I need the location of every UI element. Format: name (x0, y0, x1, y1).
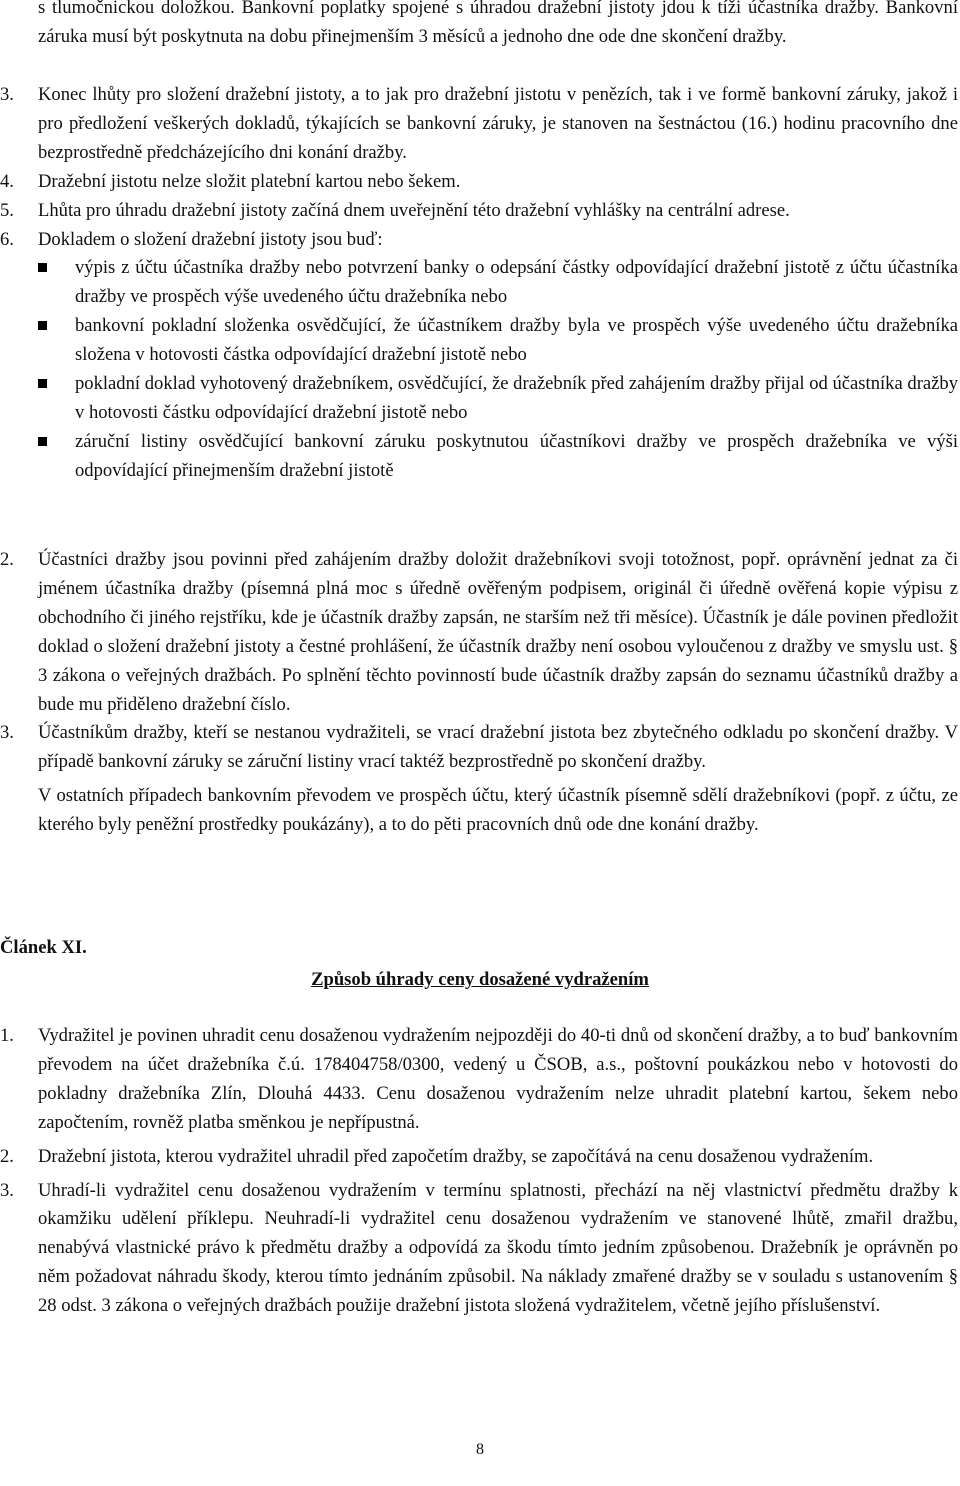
square-bullet-icon (38, 437, 47, 446)
article-heading: Článek XI. (0, 937, 87, 958)
item-text: V ostatních případech bankovním převodem ve prospěch účtu, který účastník písemně sdělí dražebníkovi (popř. z účtu, ze kterého byly peněžní prostředky poukázány), a to do pěti pracovních dnů ode dne konání dražby. (38, 785, 958, 836)
uhrada-list (0, 1022, 958, 1321)
list-item (0, 168, 958, 197)
list-item (0, 81, 958, 168)
item-number: 2. (0, 549, 14, 570)
bullet-list (0, 254, 958, 485)
list-item (0, 197, 958, 226)
page-number: 8 (476, 1441, 484, 1458)
list-item (0, 1177, 958, 1322)
ucastnici-list (0, 546, 958, 840)
item-text: Dokladem o složení dražební jistoty jsou buď: (38, 228, 383, 250)
item-text: Uhradí-li vydražitel cenu dosaženou vydražením v termínu splatnosti, přechází na něj vlastnictví předmětu dražby k okamžiku udělení příklepu. Neuhradí-li vydražitel cenu dosaženou vydražením ve stanovené lhůtě, zmařil dražbu, nenabývá vlastnické právo k předmětu dražby a odpovídá za škodu tímto jedním způsobenou. Dražebník je oprávněn po něm požadovat náhradu škody, kterou tímto jednáním způsobil. Na náklady zmařené dražby se v souladu s ustanovením § 28 odst. 3 zákona o veřejných dražbách použije dražební jistota složená vydražitelem, včetně jejího příslušenství. (38, 1179, 958, 1317)
item-number: 5. (0, 199, 14, 221)
square-bullet-icon (38, 321, 47, 330)
square-bullet-icon (38, 379, 47, 388)
bullet-text: výpis z účtu účastníka dražby nebo potvrzení banky o odepsání částky odpovídající dražební jistotě z účtu účastníka dražby ve prospěch výše uvedeného účtu dražebníka nebo (75, 257, 958, 308)
list-item (0, 226, 958, 255)
intro-paragraph (38, 0, 958, 52)
list-item (0, 1022, 958, 1138)
list-item (0, 719, 958, 777)
article-title: Způsob úhrady ceny dosažené vydražením (311, 969, 649, 990)
item-number: 4. (0, 170, 14, 192)
item-text: Lhůta pro úhradu dražební jistoty začíná dnem uveřejnění této dražební vyhlášky na centrální adrese. (38, 199, 790, 221)
bullet-item (0, 428, 958, 486)
item-number: 1. (0, 1025, 14, 1046)
item-number: 3. (0, 84, 14, 105)
intro-text: s tlumočnickou doložkou. Bankovní poplatky spojené s úhradou dražební jistoty jdou k tíži účastníka dražby. Bankovní záruka musí být poskytnuta na dobu přinejmenším 3 měsíců a jednoho dne ode dne skončení dražby. (38, 0, 958, 47)
item-number: 3. (0, 722, 14, 744)
square-bullet-icon (38, 263, 47, 272)
item-text: Dražební jistotu nelze složit platební kartou nebo šekem. (38, 170, 461, 192)
item-text: Účastníci dražby jsou povinni před zahájením dražby doložit dražebníkovi svoji totožnost, popř. oprávnění jednat za či jménem účastníka dražby (písemná plná moc s úředně ověřeným podpisem, originál či úředně ověřená kopie výpisu z obchodního či jiného rejstříku, kde je účastník dražby zapsán, ne starším než tři měsíce). Účastník je dále povinen předložit doklad o složení dražební jistoty a čestné prohlášení, že účastník dražby není osobou vyloučenou z dražby ve smyslu ust. § 3 zákona o veřejných dražbách. Po splnění těchto povinností bude účastník dražby zapsán do seznamu účastníků dražby a bude mu přiděleno dražební číslo. (38, 549, 958, 715)
bullet-item (0, 312, 958, 370)
list-item (0, 1143, 958, 1172)
item-text: Konec lhůty pro složení dražební jistoty, a to jak pro dražební jistotu v penězích, tak i ve formě bankovní záruky, jakož i pro předložení veškerých dokladů, týkajících se bankovní záruky, je stanoven na šestnáctou (16.) hodinu pracovního dne bezprostředně předcházejícího dni konání dražby. (38, 84, 958, 163)
item-number: 2. (0, 1145, 14, 1167)
item-text: Účastníkům dražby, kteří se nestanou vydražiteli, se vrací dražební jistota bez zbytečného odkladu po skončení dražby. V případě bankovní záruky se záruční listiny vrací taktéž bezprostředně po skončení dražby. (38, 722, 958, 773)
bullet-text: bankovní pokladní složenka osvědčující, že účastníkem dražby byla ve prospěch výše uvedeného účtu dražebníka složena v hotovosti částka odpovídající dražební jistotě nebo (75, 315, 958, 366)
item-text: Vydražitel je povinen uhradit cenu dosaženou vydražením nejpozději do 40-ti dnů od skončení dražby, a to buď bankovním převodem na účet dražebníka č.ú. 178404758/0300, vedený u ČSOB, a.s., poštovní poukázkou nebo v hotovosti do pokladny dražebníka Zlín, Dlouhá 4433. Cenu dosaženou vydražením nelze uhradit platební kartou, šekem nebo započtením, rovněž platba směnkou je nepřípustná. (38, 1025, 958, 1133)
jistota-list (0, 81, 958, 486)
item-number: 3. (0, 1179, 14, 1201)
bullet-item (0, 370, 958, 428)
item-text: Dražební jistota, kterou vydražitel uhradil před započetím dražby, se započítává na cenu dosaženou vydražením. (38, 1145, 874, 1167)
list-item (0, 546, 958, 719)
bullet-item (0, 254, 958, 312)
bullet-text: záruční listiny osvědčující bankovní záruku poskytnutou účastníkovi dražby ve prospěch dražebníka ve výši odpovídající přinejmenším dražební jistotě (75, 430, 958, 481)
item-number: 6. (0, 228, 14, 250)
bullet-text: pokladní doklad vyhotovený dražebníkem, osvědčující, že dražebník před zahájením dražby přijal od účastníka dražby v hotovosti částku odpovídající dražební jistotě nebo (75, 373, 958, 423)
list-item-continuation (0, 782, 958, 840)
